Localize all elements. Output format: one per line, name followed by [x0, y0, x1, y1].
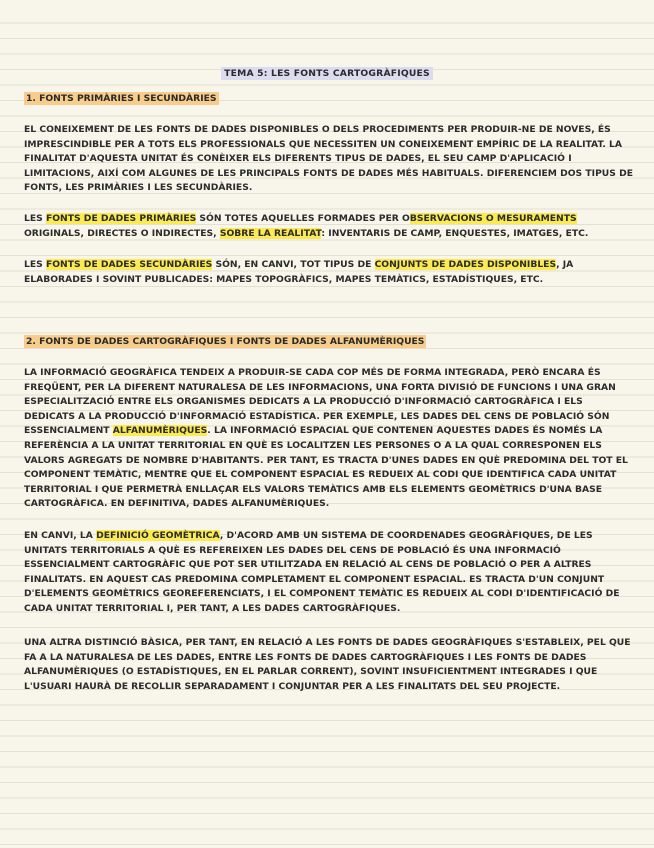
highlight-primary-sources: FONTS DE DADES PRIMÀRIES: [45, 213, 197, 224]
text-run: . LA INFORMACIÓ ESPACIAL QUE CONTENEN AQUESTES DADES ÉS NOMÉS LA REFERÈNCIA A LA UNITAT TERRITORIAL EN QUÈ ES LOCALITZEN LES PERSONES O A LA QUAL CORRESPONEN ELS VALORS AGREGATS DE NOMBRE D'HABITANTS. PER TANT, ES TRACTA D'UNES DADES EN QUÈ PREDOMINA DEL TOT EL COMPONENT TEMÀTIC, MENTRE QUE EL COMPONENT ESPACIAL ES REDUEIX AL CODI QUE IDENTIFICA CADA UNITAT TERRITORIAL I QUE PERMETRÀ ENLLAÇAR ELS VALORS TEMÀTICS AMB ELS ELEMENTS GEOMÈTRICS D'UNA BASE CARTOGRÀFICA. EN DEFINITIVA, DADES ALFANUMÈRIQUES.: [24, 425, 628, 510]
section-2-paragraph-2: [24, 529, 634, 617]
text-run: SÓN, EN CANVI, TOT TIPUS DE: [212, 259, 375, 270]
text-run: : INVENTARIS DE CAMP, ENQUESTES, IMATGES, ETC.: [321, 227, 589, 239]
highlight-alphanumeric: ALFANUMÈRIQUES: [112, 425, 208, 437]
text-run: , JA ELABORADES I SOVINT PUBLICADES: MAPES TOPOGRÀFICS, MAPES TEMÀTICS, ESTADÍSTIQUES, ETC.: [24, 259, 574, 285]
section-1-paragraph-2: [24, 212, 634, 241]
highlight-observations: BSERVACIONS O MESURAMENTS: [409, 213, 577, 224]
text-run: LES: [24, 259, 46, 270]
text-run: LES: [24, 213, 46, 224]
section-2-paragraph-1: [24, 366, 634, 512]
text-run: SÓN TOTES AQUELLES FORMADES PER O: [196, 213, 410, 224]
text-run: LA INFORMACIÓ GEOGRÀFICA TENDEIX A PRODUIR-SE CADA COP MÉS DE FORMA INTEGRADA, PERÒ ENCARA ÉS FREQÜENT, PER LA DIFERENT NATURALESA DE LES INFORMACIONS, UNA FORTA DIVISIÓ DE FUNCIONS I UNA GRAN ESPECIALITZACIÓ ENTRE ELS ORGANISMES DEDICATS A LA PRODUCCIÓ D'INFORMACIÓ CARTOGRÀFICA I ELS DEDICATS A LA PRODUCCIÓ D'INFORMACIÓ ESTADÍSTICA. PER EXEMPLE, LES DADES DEL CENS DE POBLACIÓ SÓN ESSENCIALMENT: [24, 367, 616, 437]
highlight-secondary-sources: FONTS DE DADES SECUNDÀRIES: [45, 259, 213, 270]
highlight-geometric-definition: DEFINICIÓ GEOMÈTRICA: [96, 530, 220, 541]
highlight-available-datasets: CONJUNTS DE DADES DISPONIBLES: [374, 259, 557, 270]
text-run: ORIGINALS, DIRECTES O INDIRECTES,: [24, 227, 220, 239]
highlight-reality: SOBRE LA REALITAT: [219, 227, 322, 239]
section-1-heading: [24, 93, 219, 104]
text-run: , D'ACORD AMB UN SISTEMA DE COORDENADES GEOGRÀFIQUES, DE LES UNITATS TERRITORIALS A QUÈ ES REFEREIXEN LES DADES DEL CENS DE POBLACIÓ ÉS UNA INFORMACIÓ ESSENCIALMENT CARTOGRÀFIC QUE POT SER UTILITZADA EN RELACIÓ AL CENS DE POBLACIÓ O PER A ALTRES FINALITATS. EN AQUEST CAS PREDOMINA COMPLETAMENT EL COMPONENT ESPACIAL. ES TRACTA D'UN CONJUNT D'ELEMENTS GEOMÈTRICS GEOREFERENCIATS, I EL COMPONENT TEMÀTIC ES REDUEIX AL CODI D'IDENTIFICACIÓ DE CADA UNITAT TERRITORIAL I, PER TANT, A LES DADES CARTOGRÀFIQUES.: [24, 530, 620, 614]
section-2-heading: [24, 336, 426, 347]
section-1-paragraph-3: [24, 258, 634, 287]
text-run: EN CANVI, LA: [24, 530, 97, 541]
page-title-text: TEMA 5: LES FONTS CARTOGRÀFIQUES: [221, 67, 433, 80]
section-2-heading-text: 2. FONTS DE DADES CARTOGRÀFIQUES I FONTS DE DADES ALFANUMÈRIQUES: [26, 336, 425, 347]
page-title: [0, 68, 654, 79]
section-1-paragraph-1: EL CONEIXEMENT DE LES FONTS DE DADES DISPONIBLES O DELS PROCEDIMENTS PER PRODUIR-NE DE NOVES, ÉS IMPRESCINDIBLE PER A TOTS ELS PROFESSIONALS QUE NECESSITEN UN CONEIXEMENT EMPÍRIC DE LA REALITAT. LA FINALITAT D'AQUESTA UNITAT ÉS CONÈIXER ELS DIFERENTS TIPUS DE DADES, EL SEU CAMP D'APLICACIÓ I LIMITACIONS, AIXÍ COM ALGUNES DE LES PRINCIPALS FONTS DE DADES MÉS HABITUALS. DIFERENCIEM DOS TIPUS DE FONTS, LES PRIMÀRIES I LES SECUNDÀRIES.: [24, 124, 633, 194]
section-1-heading-text: 1. FONTS PRIMÀRIES I SECUNDÀRIES: [26, 93, 217, 104]
section-2-paragraph-3: UNA ALTRA DISTINCIÓ BÀSICA, PER TANT, EN RELACIÓ A LES FONTS DE DADES GEOGRÀFIQUES S'ESTABLEIX, PEL QUE FA A LA NATURALESA DE LES DADES, ENTRE LES FONTS DE DADES CARTOGRÀFIQUES I LES FONTS DE DADES ALFANUMÈRIQUES (O ESTADÍSTIQUES, EN EL PARLAR CORRENT), SOVINT INSUFICIENTMENT INTEGRADES I QUE L'USUARI HAURÀ DE RECOLLIR SEPARADAMENT I CONJUNTAR PER A LES FINALITATS DEL SEU PROJECTE.: [24, 637, 631, 692]
